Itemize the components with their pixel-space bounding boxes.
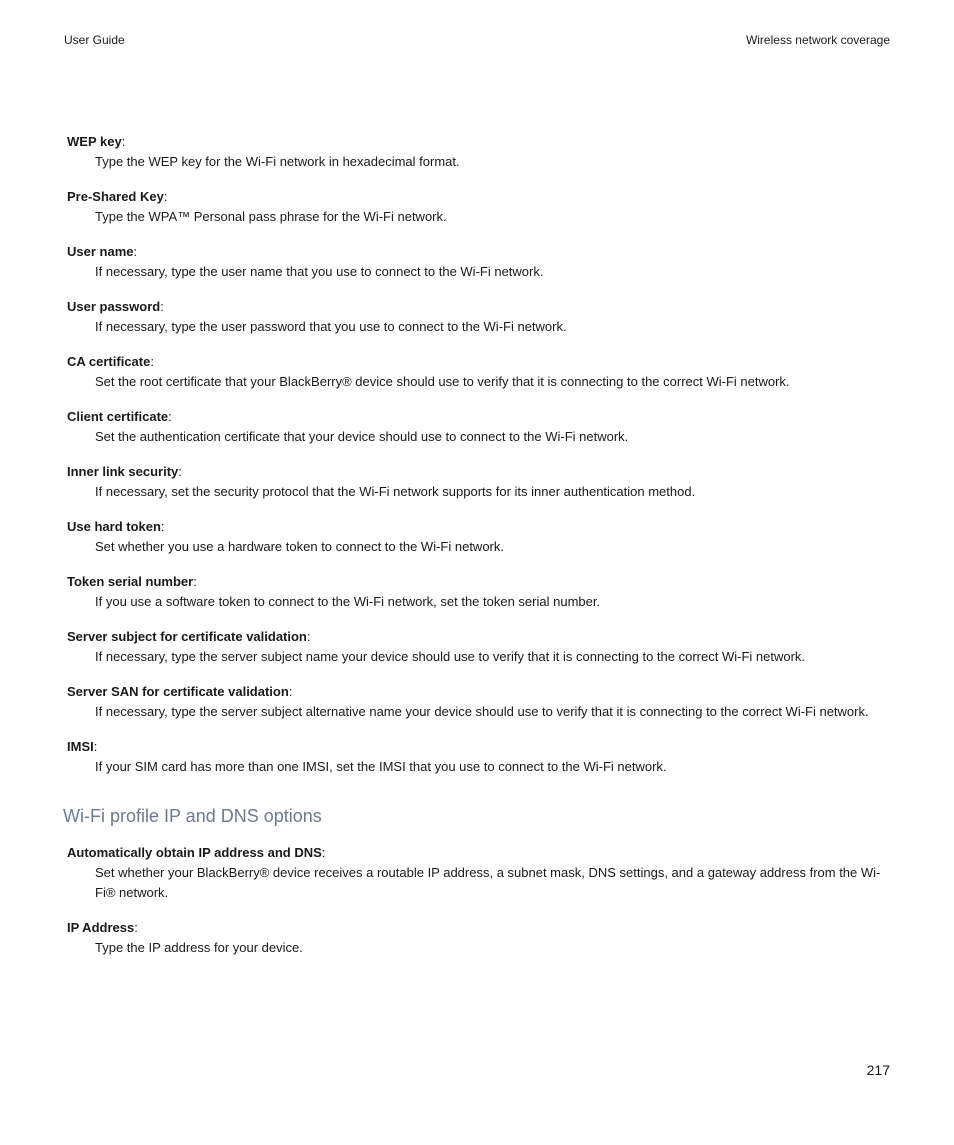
definition-term: Server subject for certificate validation: (67, 629, 311, 644)
definition-term: IP Address: (67, 920, 138, 935)
definition-entry (67, 132, 893, 172)
definition-list-bottom (67, 843, 893, 958)
definition-description: If necessary, type the user name that you use to connect to the Wi-Fi network. (95, 264, 544, 279)
definition-term: User name: (67, 244, 138, 259)
definition-description: If you use a software token to connect to the Wi-Fi network, set the token serial number. (95, 594, 601, 609)
definition-description: Type the WPA™ Personal pass phrase for the Wi-Fi network. (95, 209, 447, 224)
definition-term: Client certificate: (67, 409, 172, 424)
definition-entry (67, 462, 893, 502)
definition-description: If necessary, type the server subject name your device should use to verify that it is connecting to the correct Wi-Fi network. (95, 649, 806, 664)
definition-entry (67, 352, 893, 392)
definition-entry (67, 918, 893, 958)
definition-entry (67, 407, 893, 447)
definition-description: Type the IP address for your device. (95, 940, 303, 955)
definition-term: Automatically obtain IP address and DNS: (67, 845, 326, 860)
definition-term: IMSI: (67, 739, 98, 754)
definition-term: Token serial number: (67, 574, 197, 589)
definition-term: Use hard token: (67, 519, 165, 534)
definition-description: Set the authentication certificate that your device should use to connect to the Wi-Fi network. (95, 429, 629, 444)
definition-description: If necessary, set the security protocol that the Wi-Fi network supports for its inner authentication method. (95, 484, 696, 499)
definition-term: WEP key: (67, 134, 126, 149)
section-heading: Wi-Fi profile IP and DNS options (63, 806, 322, 826)
definition-term: Inner link security: (67, 464, 182, 479)
definition-description: Set the root certificate that your BlackBerry® device should use to verify that it is connecting to the correct Wi-Fi network. (95, 374, 790, 389)
definition-description: If necessary, type the user password that you use to connect to the Wi-Fi network. (95, 319, 567, 334)
page-content (63, 132, 893, 973)
definition-entry (67, 517, 893, 557)
definition-list-top (67, 132, 893, 777)
definition-description: Set whether your BlackBerry® device receives a routable IP address, a subnet mask, DNS settings, and a gateway address from the Wi-Fi® network. (95, 865, 881, 900)
definition-term: CA certificate: (67, 354, 154, 369)
definition-description: If necessary, type the server subject alternative name your device should use to verify that it is connecting to the correct Wi-Fi network. (95, 704, 869, 719)
definition-entry (67, 627, 893, 667)
definition-entry (67, 682, 893, 722)
definition-entry (67, 572, 893, 612)
definition-entry (67, 297, 893, 337)
definition-term: Pre-Shared Key: (67, 189, 168, 204)
definition-entry (67, 737, 893, 777)
definition-entry (67, 843, 893, 903)
definition-term: Server SAN for certificate validation: (67, 684, 293, 699)
definition-description: Type the WEP key for the Wi-Fi network in hexadecimal format. (95, 154, 460, 169)
running-header-title: User Guide (64, 33, 125, 47)
definition-description: Set whether you use a hardware token to connect to the Wi-Fi network. (95, 539, 504, 554)
page-number: 217 (866, 1062, 890, 1078)
definition-entry (67, 187, 893, 227)
definition-entry (67, 242, 893, 282)
definition-description: If your SIM card has more than one IMSI, set the IMSI that you use to connect to the Wi-Fi network. (95, 759, 667, 774)
definition-term: User password: (67, 299, 164, 314)
running-header-section: Wireless network coverage (745, 33, 890, 47)
